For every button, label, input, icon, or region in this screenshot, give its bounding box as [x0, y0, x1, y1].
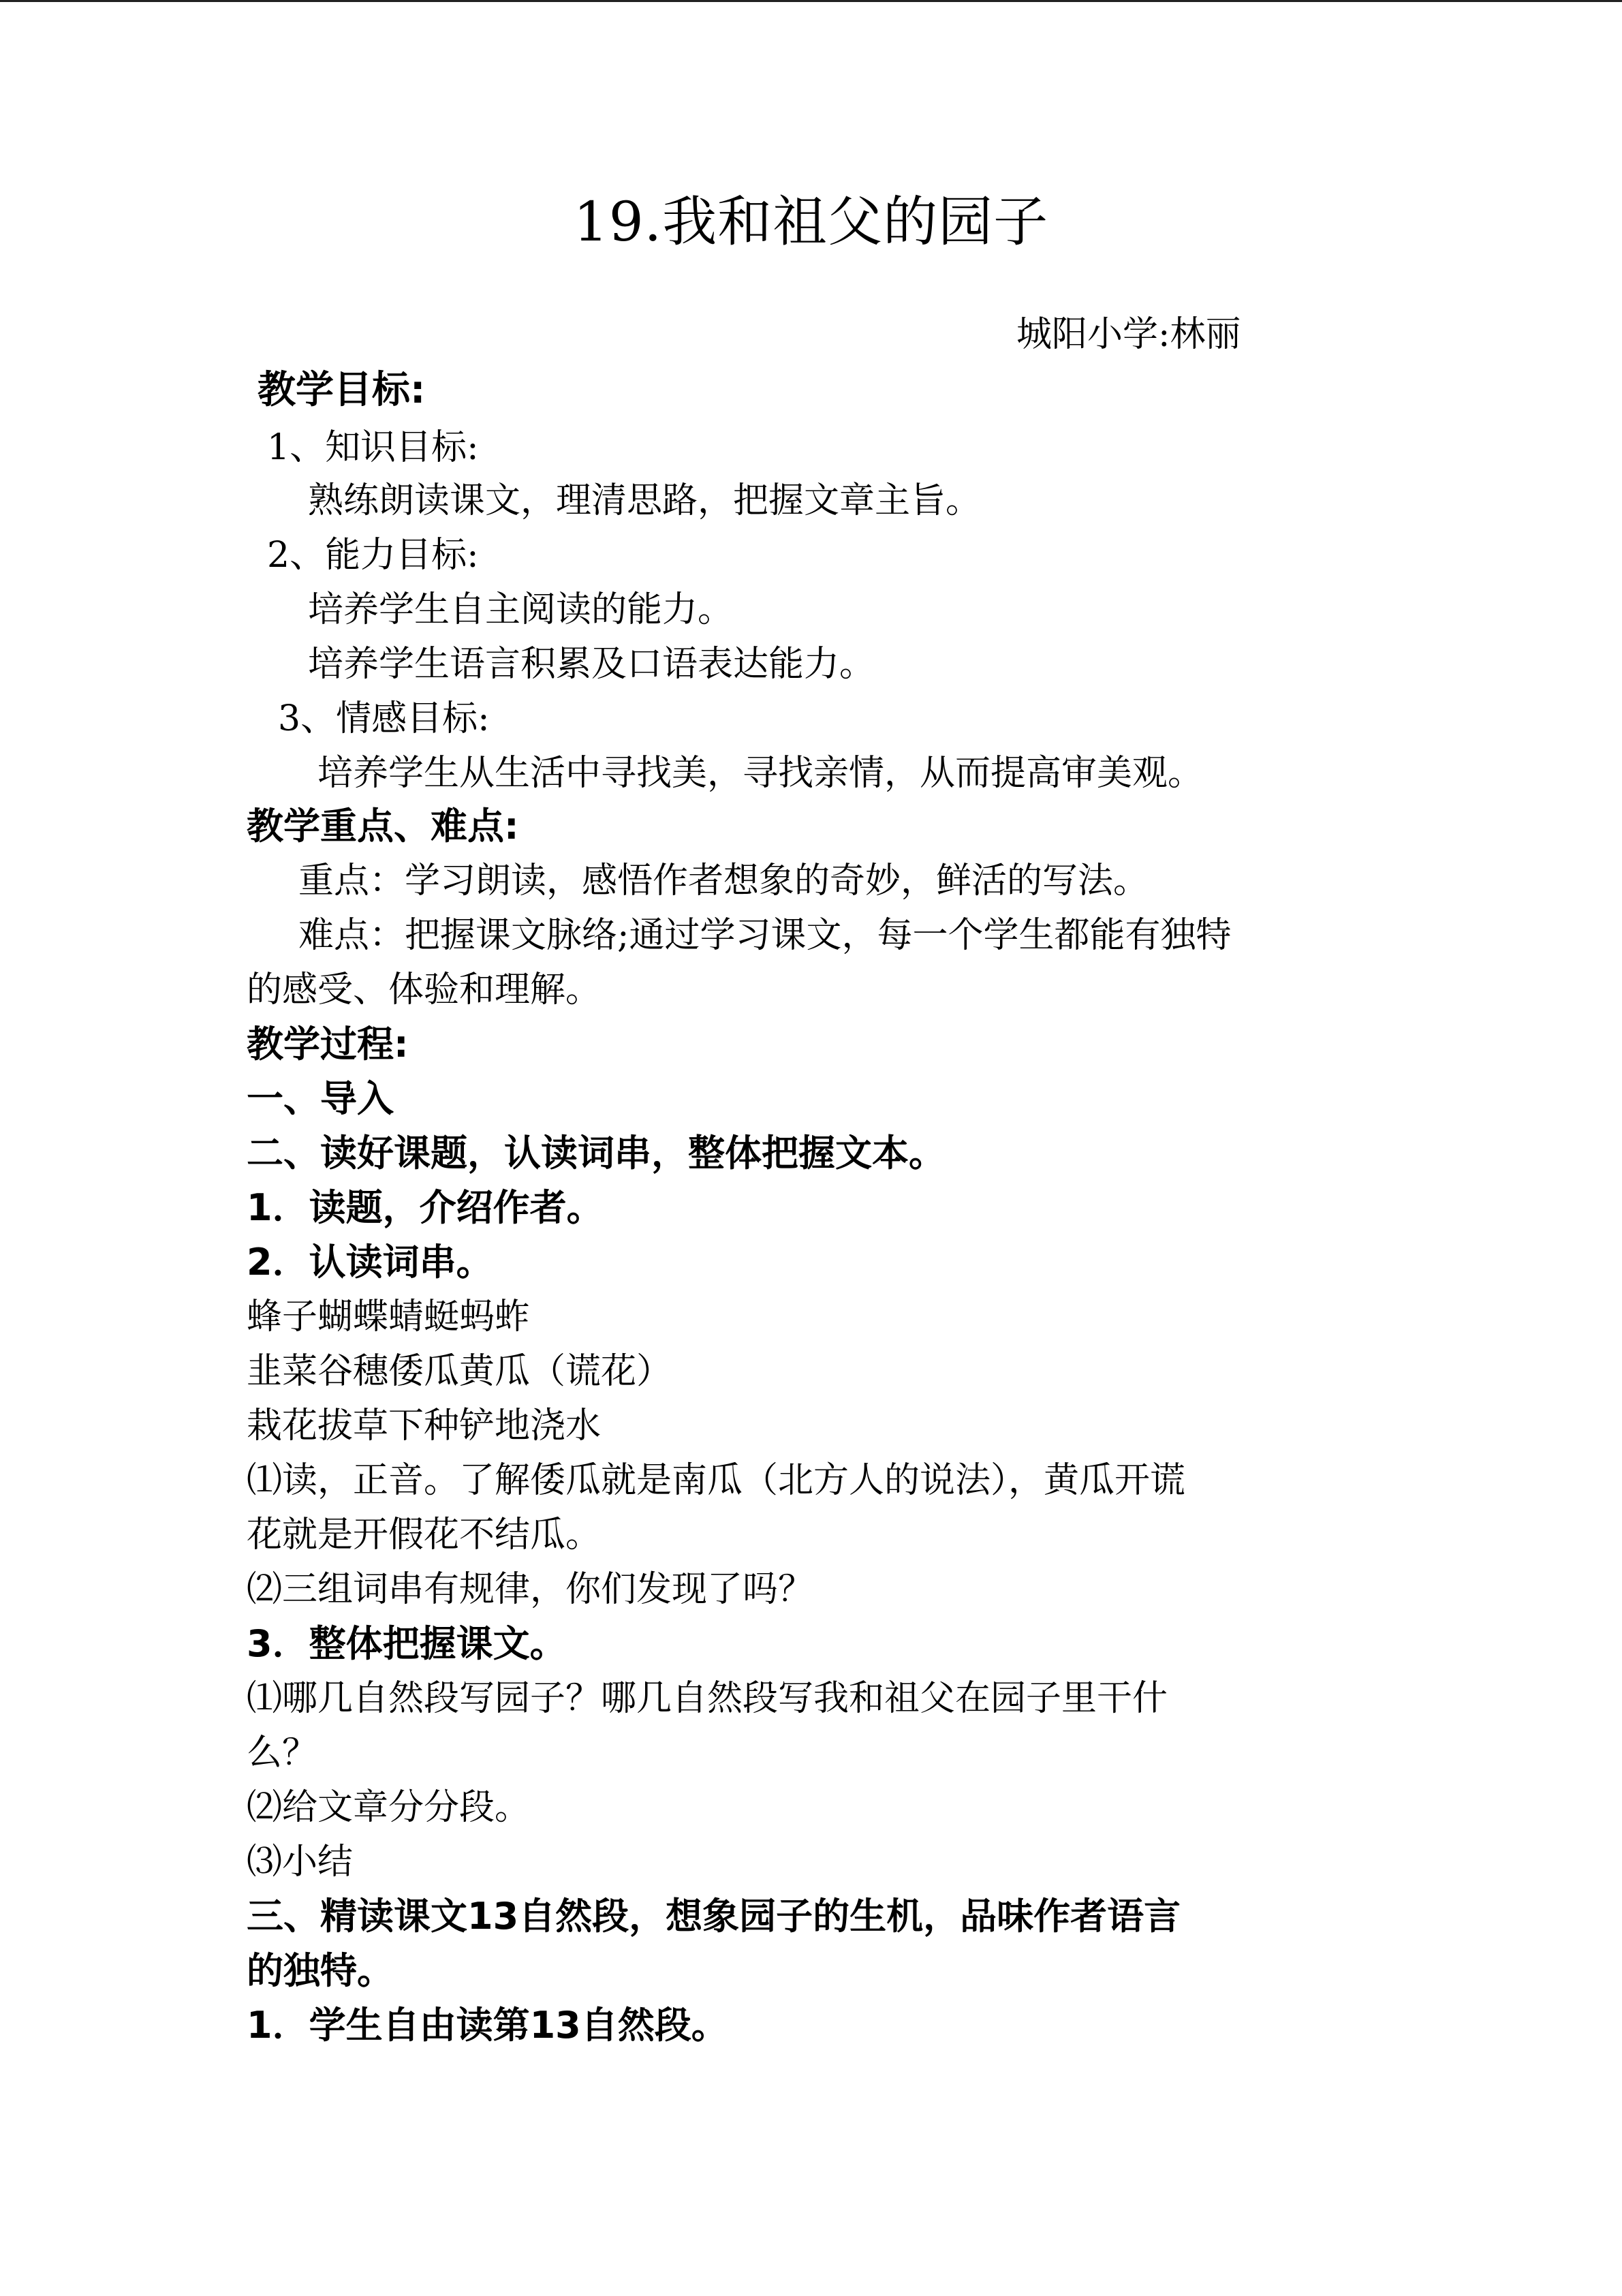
heading-teaching-goals: 教学目标:: [258, 368, 426, 412]
section-heading: 一、导入: [247, 1077, 394, 1120]
heading-key-points: 教学重点、难点:: [247, 805, 519, 848]
paragraph-line: 花就是开假花不结瓜。: [247, 1515, 602, 1555]
word-string-line: 蜂子蝴蝶蜻蜓蚂蚱: [247, 1297, 531, 1337]
paragraph-line: 培养学生语言积累及口语表达能力。: [308, 644, 875, 685]
step-heading: 2．认读词串。: [247, 1241, 493, 1284]
paragraph-line: ⑴读，正音。了解倭瓜就是南瓜（北方人的说法），黄瓜开谎: [247, 1460, 1186, 1501]
subheading-knowledge-goal: 1、知识目标:: [267, 427, 479, 468]
document-title: 19.我和祖父的园子: [573, 190, 1049, 253]
paragraph-line: 培养学生从生活中寻找美，寻找亲情，从而提高审美观。: [317, 753, 1204, 794]
paragraph-line: ⑴哪几自然段写园子？哪几自然段写我和祖父在园子里干什: [247, 1678, 1168, 1719]
paragraph-line: 熟练朗读课文，理清思路，把握文章主旨。: [308, 480, 982, 521]
subheading-emotion-goal: 3、情感目标:: [278, 698, 490, 739]
paragraph-line: ⑵三组词串有规律，你们发现了吗？: [247, 1569, 814, 1610]
heading-teaching-process: 教学过程:: [247, 1023, 409, 1066]
document-body: [0, 2, 1622, 2296]
paragraph-line: 培养学生自主阅读的能力。: [308, 589, 734, 630]
paragraph-line: 难点：把握课文脉络;通过学习课文，每一个学生都能有独特: [298, 915, 1232, 956]
step-heading: 1．读题，介绍作者。: [247, 1186, 604, 1229]
paragraph-line: ⑶小结: [247, 1842, 354, 1882]
step-heading: 1．学生自由读第13自然段。: [247, 2004, 728, 2047]
section-heading: 二、读好课题，认读词串，整体把握文本。: [247, 1132, 946, 1175]
subheading-ability-goal: 2、能力目标:: [267, 535, 479, 576]
word-string-line: 栽花拔草下种铲地浇水: [247, 1406, 602, 1446]
author-line: 城阳小学:林丽: [1016, 314, 1241, 355]
paragraph-line: 重点：学习朗读，感悟作者想象的奇妙，鲜活的写法。: [298, 860, 1149, 901]
step-heading: 3．整体把握课文。: [247, 1622, 567, 1665]
paragraph-line: 么？: [247, 1733, 318, 1773]
paragraph-line: ⑵给文章分分段。: [247, 1787, 531, 1828]
paragraph-line: 的感受、体验和理解。: [247, 969, 602, 1010]
section-heading: 三、精读课文13自然段，想象园子的生机，品味作者语言: [247, 1895, 1181, 1938]
word-string-line: 韭菜谷穗倭瓜黄瓜（谎花）: [247, 1351, 672, 1392]
section-heading: 的独特。: [247, 1949, 394, 1992]
